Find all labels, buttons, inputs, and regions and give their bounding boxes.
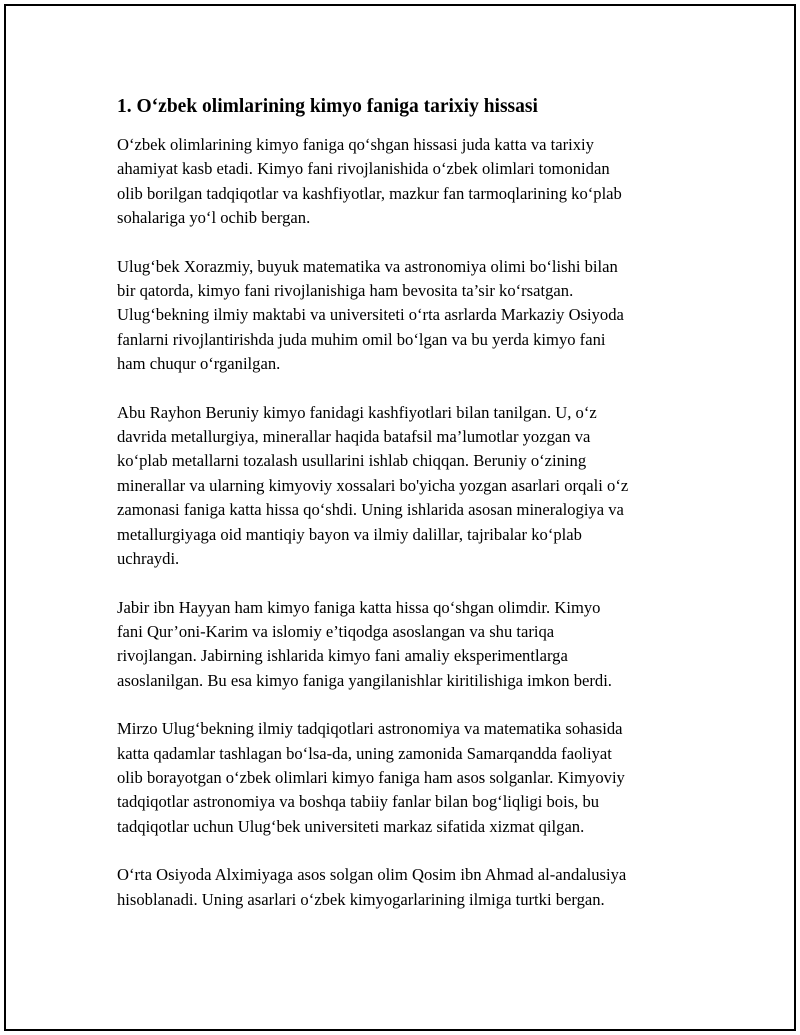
paragraph-line: Ulug‘bek Xorazmiy, buyuk matematika va astronomiya olimi bo‘lishi bilan	[117, 256, 618, 276]
paragraph-line: Abu Rayhon Beruniy kimyo fanidagi kashfiyotlari bilan tanilgan. U, o‘z	[117, 402, 597, 422]
paragraph-intro	[117, 133, 697, 231]
paragraph-line: Mirzo Ulug‘bekning ilmiy tadqiqotlari astronomiya va matematika sohasida	[117, 719, 623, 739]
paragraph-line: Jabir ibn Hayyan ham kimyo faniga katta hissa qo‘shgan olimdir. Kimyo	[117, 597, 601, 617]
paragraph-line: uchraydi.	[117, 549, 180, 569]
paragraph-line: hisoblanadi. Uning asarlari o‘zbek kimyogarlarining ilmiga turtki bergan.	[117, 889, 605, 909]
paragraph-line: olib borayotgan o‘zbek olimlari kimyo faniga ham asos solganlar. Kimyoviy	[117, 767, 625, 787]
paragraph-line: fanlarni rivojlantirishda juda muhim omil bo‘lgan va bu yerda kimyo fani	[117, 329, 606, 349]
paragraph-line: minerallar va ularning kimyoviy xossalari bo'yicha yozgan asarlari orqali o‘z	[117, 475, 629, 495]
paragraph-line: O‘zbek olimlarining kimyo faniga qo‘shgan hissasi juda katta va tarixiy	[117, 135, 594, 154]
paragraph-line: bir qatorda, kimyo fani rivojlanishiga ham bevosita ta’sir ko‘rsatgan.	[117, 281, 574, 301]
paragraph-line: ahamiyat kasb etadi. Kimyo fani rivojlanishida o‘zbek olimlari tomonidan	[117, 159, 610, 179]
paragraph-mirzo-ulugbek	[117, 717, 697, 839]
paragraph-line: olib borilgan tadqiqotlar va kashfiyotlar, mazkur fan tarmoqlarining ko‘plab	[117, 183, 622, 203]
paragraph-line: fani Qur’oni-Karim va islomiy e’tiqodga asoslangan va shu tariqa	[117, 621, 555, 641]
document-body	[117, 94, 697, 936]
paragraph-line: asoslanilgan. Bu esa kimyo faniga yangilanishlar kiritilishiga imkon berdi.	[117, 670, 612, 690]
paragraph-alximiya	[117, 863, 697, 912]
paragraph-line: tadqiqotlar astronomiya va boshqa tabiiy fanlar bilan bog‘liqligi bois, bu	[117, 792, 600, 812]
paragraph-line: katta qadamlar tashlagan bo‘lsa-da, uning zamonida Samarqandda faoliyat	[117, 743, 612, 763]
paragraph-line: sohalariga yo‘l ochib bergan.	[117, 208, 311, 228]
paragraph-beruniy	[117, 401, 697, 572]
paragraph-line: tadqiqotlar uchun Ulug‘bek universiteti markaz sifatida xizmat qilgan.	[117, 816, 585, 836]
paragraph-line: metallurgiyaga oid mantiqiy bayon va ilmiy dalillar, tajribalar ko‘plab	[117, 524, 582, 544]
paragraph-ulugbek-xorazmiy	[117, 255, 697, 377]
paragraph-line: Ulug‘bekning ilmiy maktabi va universiteti o‘rta asrlarda Markaziy Osiyoda	[117, 305, 624, 325]
section-heading: 1. O‘zbek olimlarining kimyo faniga tarixiy hissasi	[117, 96, 538, 117]
paragraph-line: davrida metallurgiya, minerallar haqida batafsil ma’lumotlar yozgan va	[117, 427, 591, 447]
paragraph-line: O‘rta Osiyoda Alximiyaga asos solgan olim Qosim ibn Ahmad al-andalusiya	[117, 865, 627, 885]
paragraph-line: rivojlangan. Jabirning ishlarida kimyo fani amaliy eksperimentlarga	[117, 646, 568, 666]
paragraph-line: ham chuqur o‘rganilgan.	[117, 354, 281, 374]
paragraph-line: ko‘plab metallarni tozalash usullarini ishlab chiqqan. Beruniy o‘zining	[117, 451, 587, 471]
paragraph-line: zamonasi faniga katta hissa qo‘shdi. Uning ishlarida asosan mineralogiya va	[117, 500, 624, 520]
paragraph-jabir-ibn-hayyan	[117, 596, 697, 694]
